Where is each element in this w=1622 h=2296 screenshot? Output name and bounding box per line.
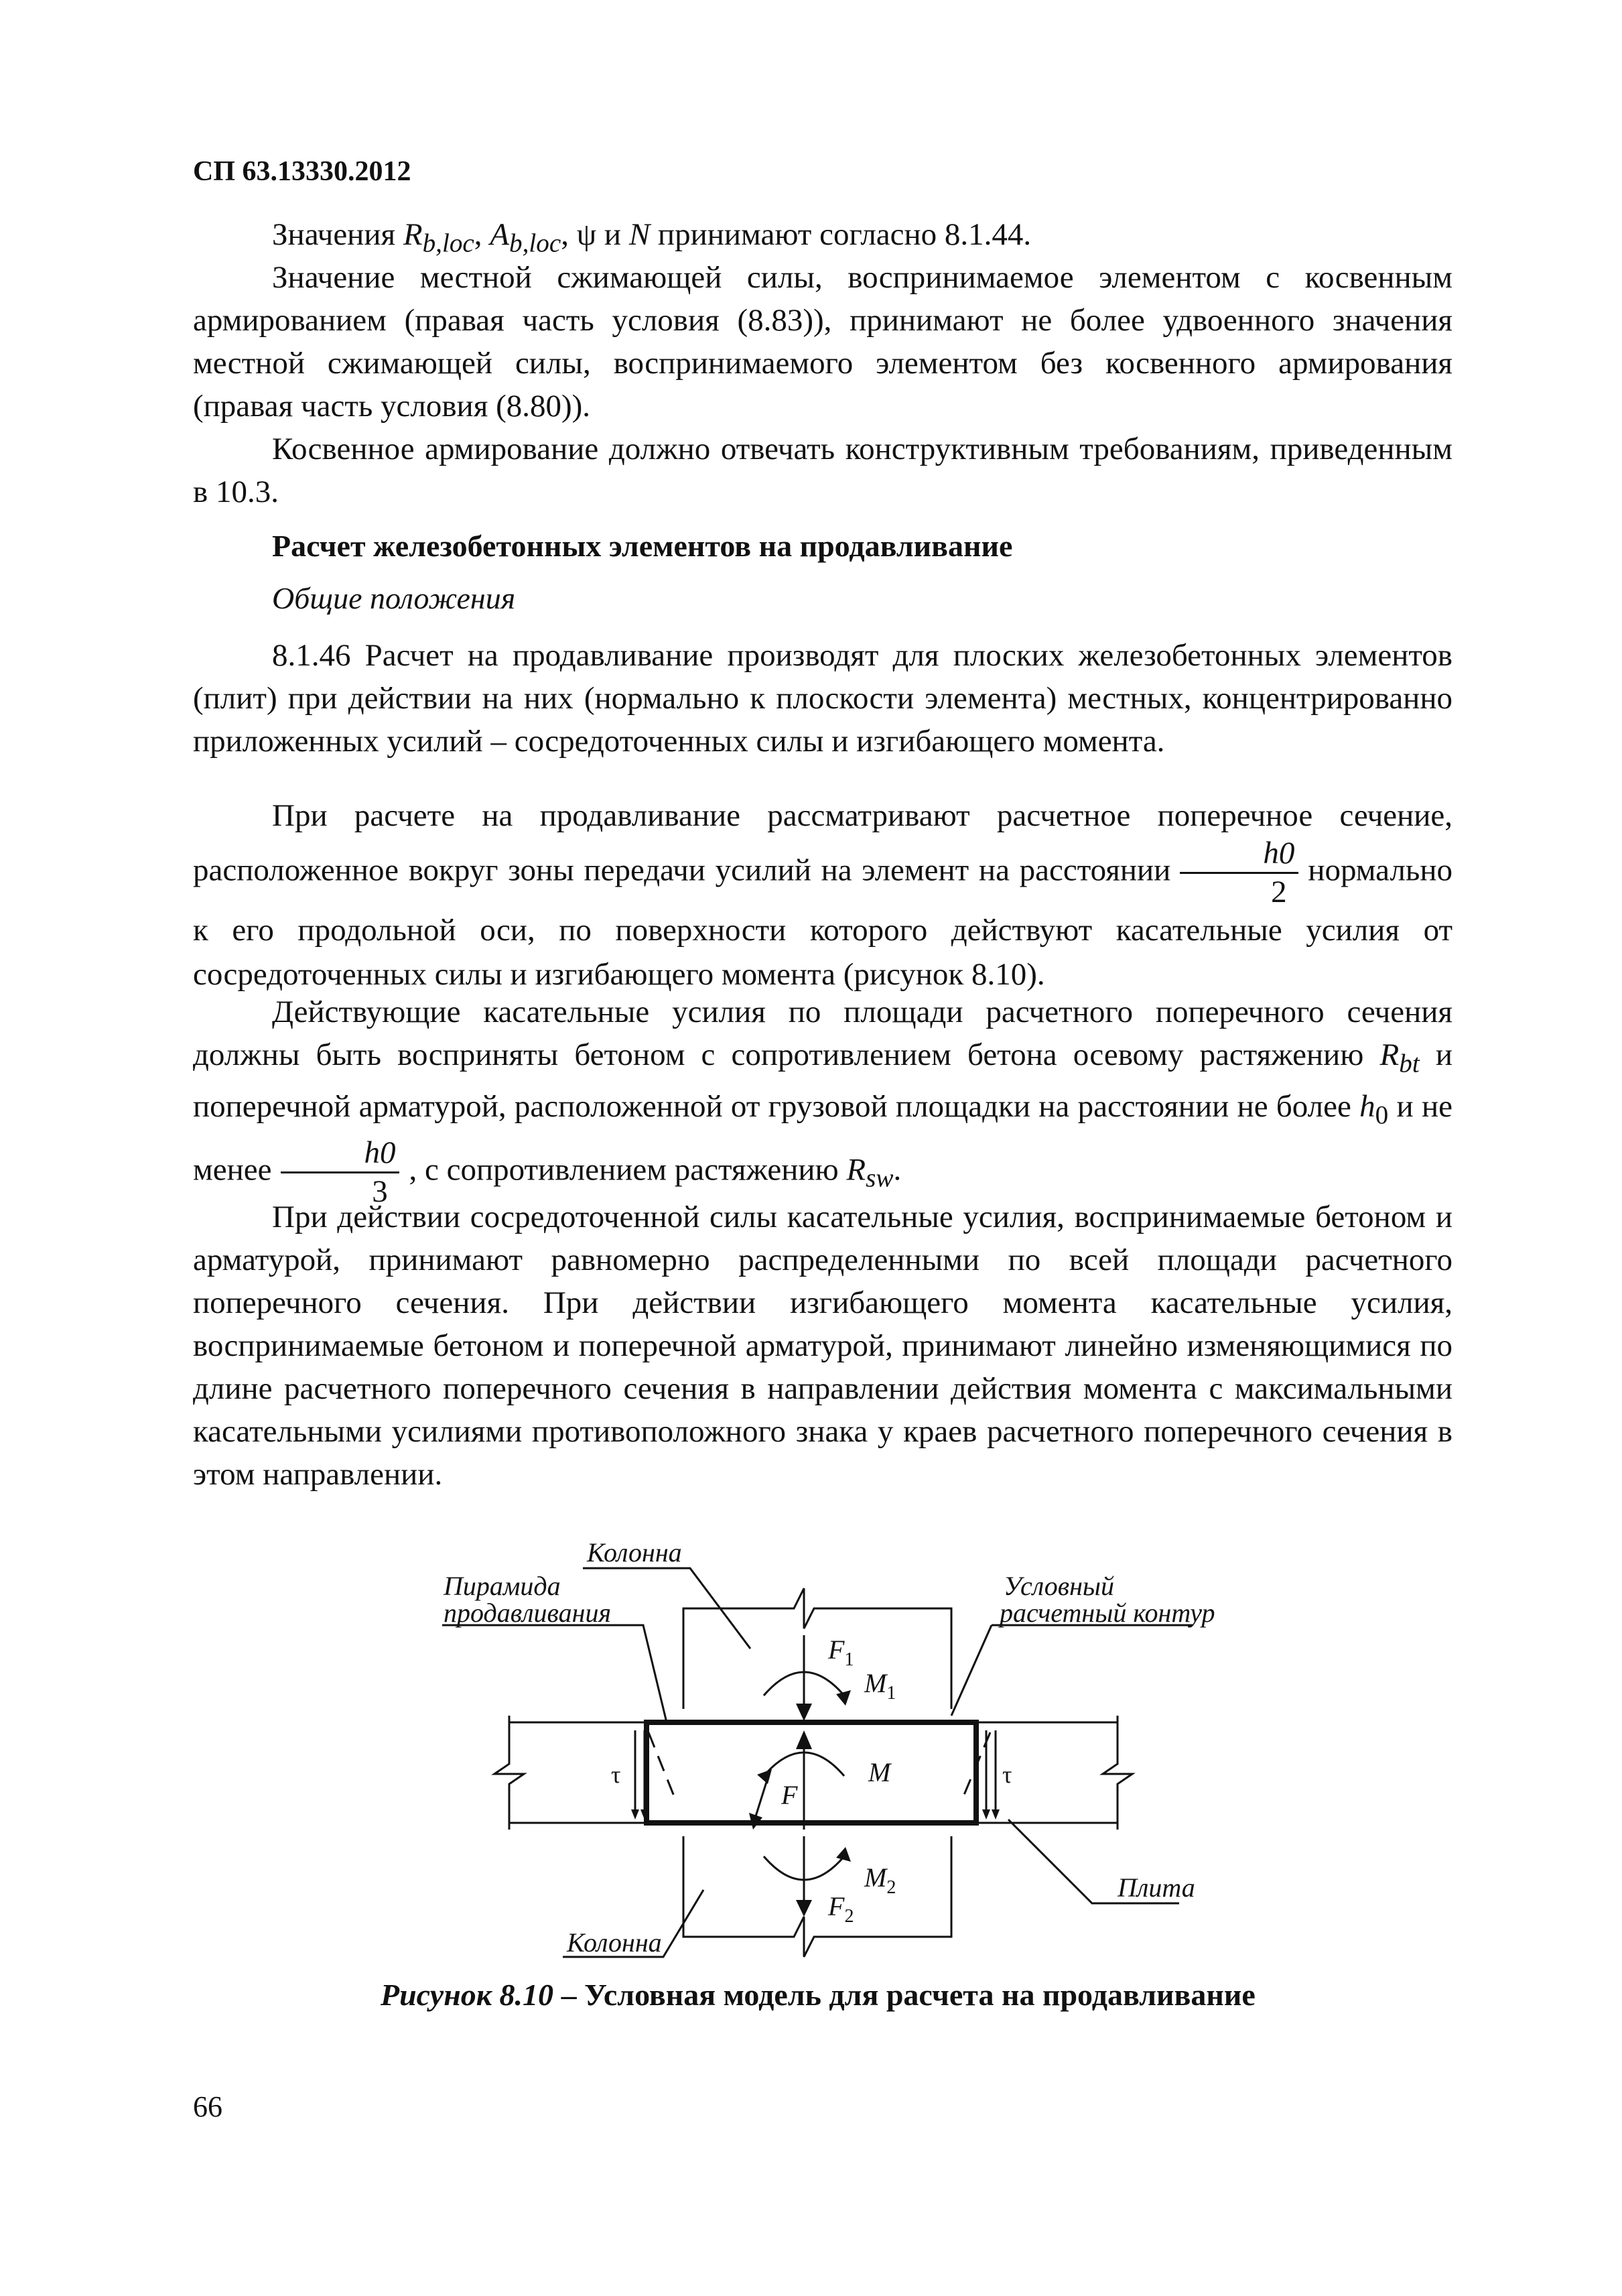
text: и bbox=[596, 217, 629, 252]
label-m2: $M_2$ bbox=[864, 1862, 896, 1898]
symbol: R bbox=[403, 217, 423, 252]
document-code: СП 63.13330.2012 bbox=[193, 156, 411, 187]
label-tau-left: τ bbox=[611, 1761, 621, 1788]
label-tau-right: τ bbox=[1002, 1761, 1012, 1788]
tau-left-arrowhead-1 bbox=[631, 1809, 639, 1820]
moment-m-arrowhead bbox=[757, 1769, 772, 1784]
section-title: Расчет железобетонных элементов на продавливание bbox=[272, 529, 1013, 563]
label-pyramid-line1: Пирамида bbox=[444, 1571, 561, 1601]
text: принимают согласно 8.1.44. bbox=[650, 217, 1032, 252]
symbol: N bbox=[628, 217, 651, 252]
label-f: F bbox=[781, 1780, 798, 1810]
bottom-column-outline bbox=[683, 1836, 951, 1957]
text: , с сопротивлением растяжению bbox=[409, 1152, 847, 1188]
text: и не менее bbox=[193, 1089, 1452, 1188]
force-f1-arrowhead bbox=[796, 1704, 812, 1721]
text: , bbox=[474, 217, 490, 252]
punching-model-figure bbox=[0, 1515, 1622, 1970]
label-pyramid-line2: продавливания bbox=[444, 1598, 612, 1628]
page-number: 66 bbox=[193, 2090, 222, 2123]
moment-m2-arrowhead bbox=[836, 1847, 851, 1862]
section-subtitle: Общие положения bbox=[272, 581, 516, 615]
label-contour-line2: расчетный контур bbox=[1000, 1598, 1215, 1628]
caption-text: – Условная модель для расчета на продавливание bbox=[553, 1978, 1256, 2012]
paragraph-indirect-reinforcement: Косвенное армирование должно отвечать конструктивным требованиям, приведенным в 10.3. bbox=[193, 432, 1452, 509]
text: При расчете на продавливание рассматривают расчетное поперечное сечение, расположенное вокруг зоны передачи усилий на элемент на расстоянии bbox=[193, 798, 1452, 888]
top-column-outline bbox=[683, 1588, 951, 1709]
slab-left-break bbox=[494, 1716, 524, 1830]
text: . bbox=[893, 1152, 902, 1188]
fraction-h0-over-2 bbox=[1180, 838, 1298, 908]
label-f1: $F_1$ bbox=[828, 1635, 854, 1670]
label-f2: $F_2$ bbox=[828, 1891, 854, 1927]
label-m: M bbox=[868, 1757, 891, 1787]
symbol: h bbox=[1359, 1089, 1375, 1125]
tau-right-arrowhead-2 bbox=[992, 1809, 1000, 1820]
calculation-contour bbox=[647, 1722, 976, 1823]
text: Действующие касательные усилия по площади расчетного поперечного сечения должны быть восприняты бетоном с сопротивлением бетона осевому растяжению bbox=[193, 995, 1452, 1072]
subscript: sw bbox=[866, 1163, 894, 1193]
paragraph-distribution: При действии сосредоточенной силы касательные усилия, воспринимаемые бетоном и арматурой, принимают равномерно распределенными по всей площади расчетного поперечного сечения. При действии изгибающего момента касательные усилия, воспринимаемые бетоном и поперечной арматурой, принимают линейно изменяющимися по длине расчетного поперечного сечения в направлении действия момента с максимальными касательными усилиями противоположного знака у краев расчетного поперечного сечения в этом направлении. bbox=[193, 1200, 1452, 1492]
fraction-denominator: 3 bbox=[372, 1173, 388, 1209]
paragraph-local-force: Значение местной сжимающей силы, воспринимаемое элементом с косвенным армированием (правая часть условия (8.83)), принимают не более удвоенного значения местной сжимающей силы, воспринимаемого элементом без косвенного армирования (правая часть условия (8.80)). bbox=[193, 260, 1452, 424]
label-m1: $M_1$ bbox=[864, 1668, 896, 1704]
fraction-numerator: h0 bbox=[1180, 838, 1298, 874]
text: и поперечной арматурой, расположенной от грузовой площадки на расстоянии не более bbox=[193, 1037, 1452, 1125]
leader-contour-diagonal bbox=[951, 1625, 992, 1716]
paragraph-cross-section bbox=[193, 793, 1452, 997]
symbol: R bbox=[846, 1152, 866, 1188]
text: нормально к его продольной оси, по поверхности которого действуют касательные усилия от сосредоточенных силы и изгибающего момента (рисунок 8.10). bbox=[193, 852, 1452, 992]
paragraph-shear-forces bbox=[193, 991, 1452, 1208]
text: Значения bbox=[272, 217, 403, 252]
symbol: A bbox=[490, 217, 510, 252]
pyramid-line-left bbox=[649, 1732, 677, 1803]
label-column-bottom: Колонна bbox=[567, 1927, 662, 1958]
paragraph-8-1-46: 8.1.46 Расчет на продавливание производят для плоских железобетонных элементов (плит) при действии на них (нормально к плоскости элемента) местных, концентрированно приложенных усилий – сосредоточенных силы и изгибающего момента. bbox=[193, 638, 1452, 759]
label-column-top: Колонна bbox=[587, 1537, 682, 1568]
subscript: 0 bbox=[1375, 1100, 1389, 1130]
subscript: b,loc bbox=[509, 229, 561, 258]
fraction-numerator: h0 bbox=[281, 1137, 399, 1173]
leader-pyramid bbox=[442, 1625, 667, 1722]
label-contour-line1: Условный bbox=[1004, 1571, 1115, 1601]
symbol: R bbox=[1379, 1037, 1400, 1072]
force-f2-arrowhead bbox=[796, 1900, 812, 1917]
force-f-arrowhead bbox=[796, 1730, 812, 1749]
subscript: bt bbox=[1399, 1049, 1420, 1078]
tau-right-arrowhead-1 bbox=[982, 1809, 990, 1820]
slab-right-break bbox=[1103, 1716, 1132, 1830]
symbol: ψ bbox=[576, 217, 597, 252]
caption-prefix: Рисунок 8.10 bbox=[381, 1978, 554, 2012]
moment-m1-arrowhead bbox=[836, 1690, 851, 1706]
fraction-denominator: 2 bbox=[1271, 875, 1287, 909]
label-slab: Плита bbox=[1118, 1872, 1195, 1903]
subscript: b,loc bbox=[422, 229, 474, 258]
text: , bbox=[561, 217, 577, 252]
figure-caption bbox=[381, 1977, 1256, 2013]
